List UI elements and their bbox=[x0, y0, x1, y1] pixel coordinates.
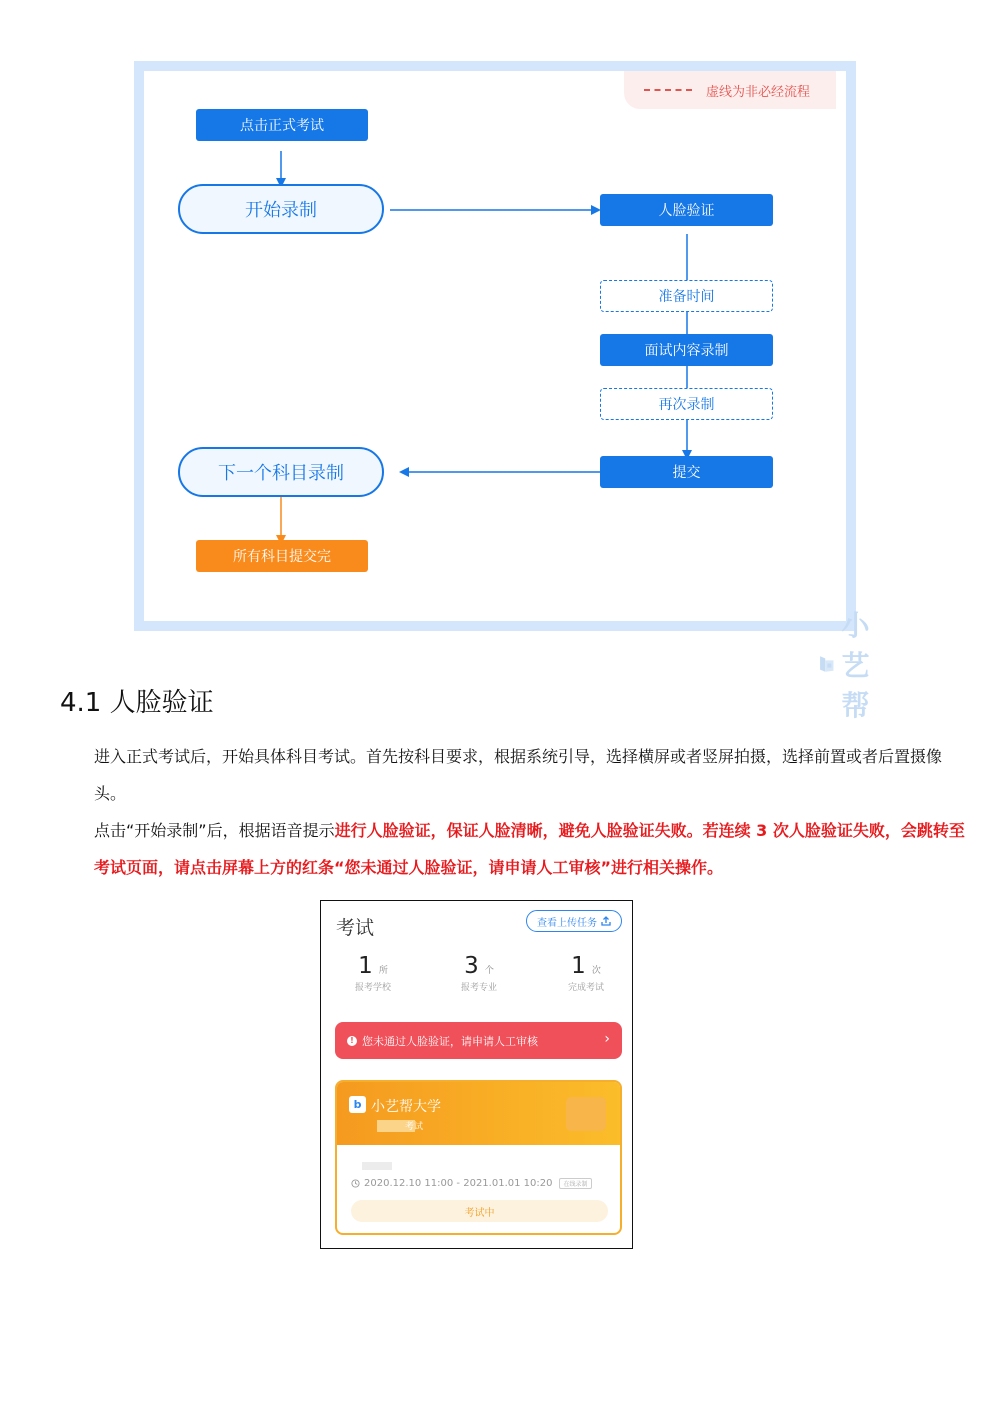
stat-completed-exams bbox=[546, 953, 626, 993]
legend-label: 虚线为非必经流程 bbox=[706, 84, 811, 100]
stat-schools bbox=[333, 953, 413, 993]
node-click-formal-exam: 点击正式考试 bbox=[196, 109, 368, 141]
school-name: 小艺帮大学 bbox=[371, 1099, 441, 1115]
flowchart-canvas bbox=[144, 71, 846, 621]
exam-time bbox=[351, 1178, 592, 1189]
stat-unit: 次 bbox=[591, 966, 601, 976]
stat-number: 3 bbox=[464, 953, 479, 979]
exam-card[interactable] bbox=[335, 1080, 622, 1235]
exam-time-range: 2020.12.10 11:00 - 2021.01.01 10:20 bbox=[364, 1178, 553, 1189]
paragraph-instructions-highlight: 进行人脸验证，保证人脸清晰，避免人脸验证失败。若连续 3 次人脸验证失败，会跳转至考试页面，请点击屏幕上方的红条“您未通过人脸验证，请申请人工审核”进行相关操作。 bbox=[94, 821, 965, 877]
exam-card-header bbox=[337, 1082, 620, 1145]
view-upload-tasks-button[interactable] bbox=[526, 910, 622, 932]
upload-icon bbox=[601, 916, 611, 926]
stat-number: 1 bbox=[358, 953, 373, 979]
section-heading: 4.1 人脸验证 bbox=[60, 688, 214, 718]
chevron-right-icon: › bbox=[604, 1031, 610, 1047]
stat-majors bbox=[439, 953, 519, 993]
stat-unit: 所 bbox=[378, 966, 388, 976]
exam-app-screenshot bbox=[320, 900, 633, 1249]
redacted-subject bbox=[362, 1162, 392, 1170]
video-play-icon bbox=[566, 1097, 606, 1131]
xiaoyibang-logo-icon bbox=[818, 645, 836, 683]
stat-unit: 个 bbox=[484, 966, 494, 976]
xiaoyibang-logo bbox=[818, 604, 888, 724]
node-re-record: 再次录制 bbox=[600, 388, 773, 420]
alert-icon: ! bbox=[347, 1036, 357, 1046]
stat-label: 报考学校 bbox=[354, 983, 391, 993]
node-submit: 提交 bbox=[600, 456, 773, 488]
node-all-submitted: 所有科目提交完 bbox=[196, 540, 368, 572]
node-face-verify: 人脸验证 bbox=[600, 194, 773, 226]
node-prepare-time: 准备时间 bbox=[600, 280, 773, 312]
stat-number: 1 bbox=[571, 953, 586, 979]
view-upload-tasks-label: 查看上传任务 bbox=[537, 917, 597, 929]
stat-label: 完成考试 bbox=[567, 983, 604, 993]
node-start-recording: 开始录制 bbox=[178, 184, 384, 234]
alert-text: 您未通过人脸验证，请申请人工审核 bbox=[362, 1034, 538, 1048]
exam-name-suffix: 考试 bbox=[405, 1122, 424, 1132]
school-logo-icon: b bbox=[349, 1096, 366, 1113]
xiaoyibang-logo-text: 小艺帮 bbox=[841, 609, 872, 722]
exam-in-progress-button[interactable]: 考试中 bbox=[351, 1200, 608, 1222]
page-title: 考试 bbox=[336, 917, 375, 939]
online-recording-tag: 在线录制 bbox=[559, 1178, 591, 1189]
node-interview-recording: 面试内容录制 bbox=[600, 334, 773, 366]
paragraph-instructions bbox=[60, 812, 968, 886]
paragraph-intro: 进入正式考试后，开始具体科目考试。首先按科目要求，根据系统引导，选择横屏或者竖屏拍摄，选择前置或者后置摄像头。 bbox=[94, 747, 943, 803]
clock-icon bbox=[351, 1179, 360, 1188]
node-next-subject: 下一个科目录制 bbox=[178, 447, 384, 497]
face-verify-failed-alert[interactable] bbox=[335, 1022, 622, 1059]
stat-label: 报考专业 bbox=[460, 983, 497, 993]
paragraph-instructions-normal: 点击“开始录制”后，根据语音提示 bbox=[94, 821, 335, 840]
